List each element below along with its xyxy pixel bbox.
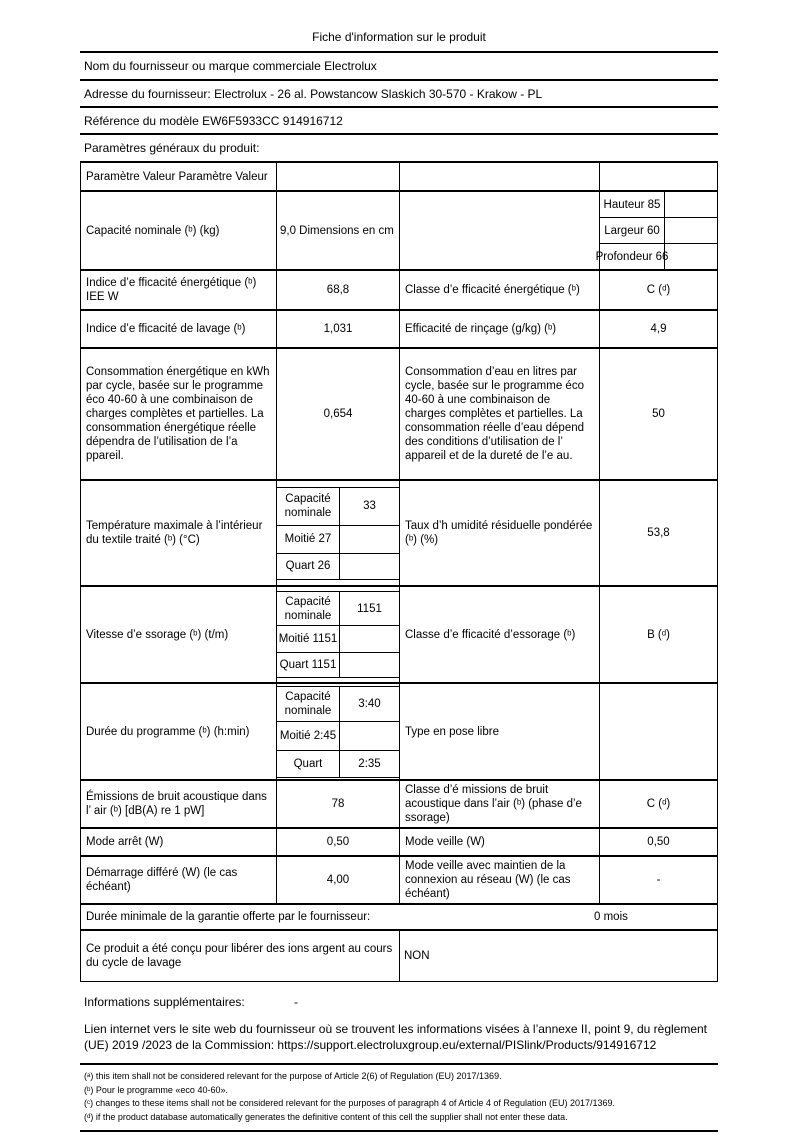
networked-standby-value: - — [599, 857, 717, 903]
document-content — [80, 0, 718, 1132]
row-warranty — [81, 905, 717, 931]
row-silver-ions — [81, 931, 717, 981]
installation-type-label: Type en pose libre — [399, 684, 599, 779]
capacity-empty-cell — [399, 192, 599, 269]
water-consumption-label: Consommation d’eau en litres par cycle, basée sur le programme éco 40-60 à une combinaison de charges complètes et partielles. La consommation réelle d’eau dépend des conditions d’utilisation de l’ appareil et de la dureté de l’e au. — [399, 349, 599, 479]
parameters-table — [80, 161, 718, 982]
rinse-efficiency-value: 4,9 — [599, 311, 717, 347]
row-wash-index — [81, 311, 717, 349]
dimension-depth-empty — [665, 244, 717, 269]
dimension-height-empty — [665, 192, 717, 217]
header-cell-empty-2 — [399, 163, 599, 190]
energy-index-label: Indice d’e fficacité énergétique (ᵇ) IEE W — [86, 277, 257, 303]
page-title: Fiche d'information sur le produit — [80, 0, 718, 53]
dimension-depth-cell: Profondeur 66 — [600, 244, 665, 269]
model-reference-row — [80, 108, 718, 135]
water-consumption-value: 50 — [599, 349, 717, 479]
temperature-subtable — [276, 481, 399, 585]
noise-value: 78 — [276, 781, 399, 827]
warranty-label: Durée minimale de la garantie offerte par le fournisseur: — [86, 911, 371, 923]
supplier-name-text: Nom du fournisseur ou marque commerciale Electrolux — [84, 59, 377, 73]
duration-sub-quarter: Quart 2:35 — [277, 751, 399, 777]
energy-class-label: Classe d’e fficacité énergétique (ᵇ) — [399, 271, 599, 309]
dimension-row-height — [600, 192, 717, 218]
delayed-start-label: Démarrage différé (W) (le cas échéant) — [86, 867, 238, 893]
energy-class-value: C (ᵈ) — [599, 271, 717, 309]
supplier-address-row — [80, 81, 718, 108]
standby-mode-label: Mode veille (W) — [399, 829, 599, 855]
spin-class-value: B (ᵈ) — [599, 587, 717, 682]
noise-class-value: C (ᵈ) — [599, 781, 717, 827]
header-cell-empty-3 — [599, 163, 717, 190]
off-mode-label: Mode arrêt (W) — [86, 836, 164, 848]
spin-sub-nominal: Capacité nominale 1151 — [277, 592, 399, 626]
row-capacity — [81, 192, 717, 271]
additional-info-row — [80, 990, 718, 1014]
wash-index-value: 1,031 — [276, 311, 399, 347]
row-noise — [81, 781, 717, 829]
dimension-width-cell: Largeur 60 — [600, 218, 665, 243]
footnotes-bottom-divider — [80, 1130, 718, 1132]
temperature-sub-nominal: Capacité nominale 33 — [277, 488, 399, 526]
temperature-label: Température maximale à l’intérieur du textile traité (ᵇ) (°C) — [86, 520, 263, 546]
supplier-name-row — [80, 53, 718, 81]
noise-class-label: Classe d’é missions de bruit acoustique dans l’air (ᵇ) (phase d’e ssorage) — [399, 781, 599, 827]
spin-speed-subtable — [276, 587, 399, 682]
row-consumption — [81, 349, 717, 481]
energy-consumption-value: 0,654 — [276, 349, 399, 479]
dimension-width-empty — [665, 218, 717, 243]
row-off-mode — [81, 829, 717, 857]
additional-info-value: - — [294, 995, 298, 1009]
installation-type-value — [599, 684, 717, 779]
duration-subtable — [276, 684, 399, 779]
rinse-efficiency-label: Efficacité de rinçage (g/kg) (ᵇ) — [399, 311, 599, 347]
off-mode-value: 0,50 — [276, 829, 399, 855]
networked-standby-label: Mode veille avec maintien de la connexion au réseau (W) (le cas échéant) — [399, 857, 599, 903]
standby-mode-value: 0,50 — [599, 829, 717, 855]
dimension-row-depth — [595, 244, 717, 269]
residual-humidity-label: Taux d’h umidité résiduelle pondérée (ᵇ) (%) — [399, 481, 599, 585]
spin-class-label: Classe d’e fficacité d’essorage (ᵇ) — [399, 587, 599, 682]
dimension-height-cell: Hauteur 85 — [600, 192, 665, 217]
row-delayed-start — [81, 857, 717, 905]
energy-index-value: 68,8 — [276, 271, 399, 309]
dimension-row-width — [600, 218, 717, 244]
additional-info-label: Informations supplémentaires: — [84, 995, 245, 1009]
spin-sub-half: Moitié 1151 — [277, 626, 399, 653]
dimensions-subtable — [595, 192, 717, 269]
residual-humidity-value: 53,8 — [599, 481, 717, 585]
supplier-address-text: Adresse du fournisseur: Electrolux - 26 al. Powstancow Slaskich 30-570 - Krakow - PL — [84, 86, 543, 101]
footnotes-top-divider — [80, 1063, 718, 1065]
row-duration — [81, 684, 717, 781]
duration-sub-half: Moitié 2:45 — [277, 722, 399, 751]
energy-consumption-label: Consommation énergétique en kWh par cycle, basée sur le programme éco 40-60 à une combinaison de charges complètes et partielles. La consommation énergétique réelle dépendra de l’utilisation de l’a ppareil. — [86, 366, 270, 462]
duration-label: Durée du programme (ᵇ) (h:min) — [86, 725, 250, 738]
row-temperature — [81, 481, 717, 587]
row-spin-speed — [81, 587, 717, 684]
header-cell-parametre-valeur: Paramètre Valeur Paramètre Valeur — [86, 170, 268, 183]
spin-sub-quarter: Quart 1151 — [277, 653, 399, 677]
temperature-sub-quarter: Quart 26 — [277, 554, 399, 579]
spin-speed-label: Vitesse d’e ssorage (ᵇ) (t/m) — [86, 628, 229, 641]
silver-ions-value: NON — [399, 931, 717, 981]
footnotes-block — [80, 1070, 718, 1124]
capacity-label: Capacité nominale (ᵇ) (kg) — [86, 224, 220, 237]
row-energy-index — [81, 271, 717, 311]
footnote-c: (ᶜ) changes to these items shall not be considered relevant for the purposes of paragraph 4 of Article 4 of Regulation (EU) 2017/1369. — [84, 1098, 615, 1108]
footnote-a: (ᵃ) this item shall not be considered relevant for the purpose of Article 2(6) of Regulation (EU) 2017/1369. — [84, 1071, 502, 1081]
temperature-sub-half: Moitié 27 — [277, 526, 399, 554]
table-header-row — [81, 163, 717, 192]
silver-ions-label: Ce produit a été conçu pour libérer des ions argent au cours du cycle de lavage — [86, 943, 393, 969]
footnote-b: (ᵇ) Pour le programme «eco 40-60». — [84, 1084, 228, 1095]
general-parameters-label: Paramètres généraux du produit: — [84, 141, 260, 155]
noise-label: Émissions de bruit acoustique dans l’ air (ᵇ) [dB(A) re 1 pW] — [86, 791, 267, 817]
supplier-website-paragraph: Lien internet vers le site web du fournisseur où se trouvent les informations visées à l’annexe II, point 9, du règlement (UE) 2019 /2023 de la Commission: https://support.electroluxgroup.eu/external/PISlink/Products/914916712 — [84, 1022, 708, 1052]
wash-index-label: Indice d’e fficacité de lavage (ᵇ) — [86, 323, 246, 335]
warranty-value: 0 mois — [594, 911, 628, 923]
model-reference-text: Référence du modèle EW6F5933CC 914916712 — [84, 113, 343, 128]
header-cell-empty-1 — [276, 163, 399, 190]
duration-sub-nominal: Capacité nominale 3:40 — [277, 687, 399, 722]
delayed-start-value: 4,00 — [276, 857, 399, 903]
capacity-value: 9,0 Dimensions en cm — [276, 192, 399, 269]
footnote-d: (ᵈ) if the product database automatically generates the definitive content of this cell the supplier shall not enter these data. — [84, 1111, 568, 1122]
